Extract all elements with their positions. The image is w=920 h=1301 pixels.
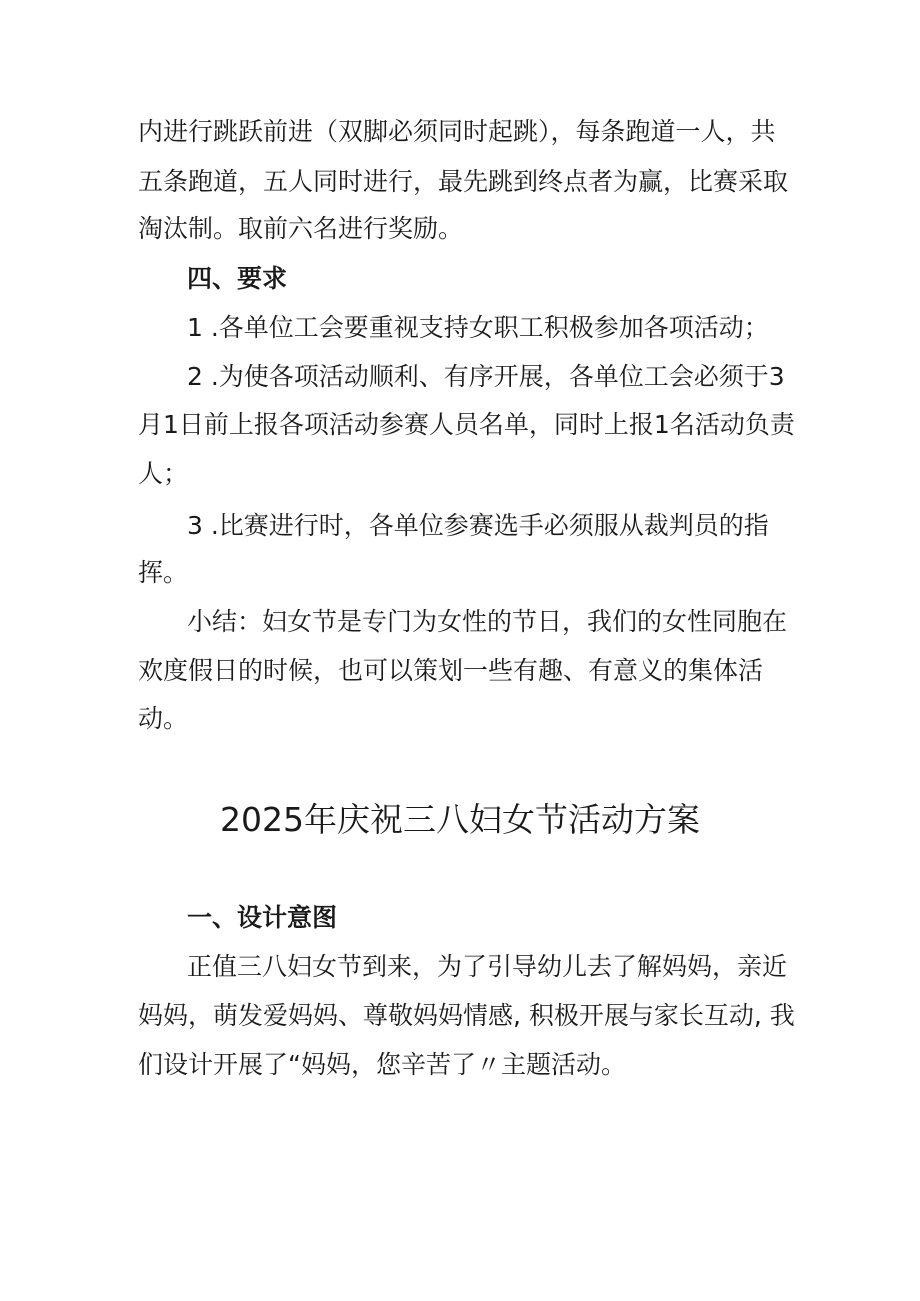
paragraph-line: 挥。 bbox=[138, 558, 189, 587]
requirement-item: 2 .为使各项活动顺利、有序开展，各单位工会必须于3 bbox=[187, 362, 785, 391]
paragraph-line: 们设计开展了“妈妈，您辛苦了〃主题活动。 bbox=[138, 1050, 626, 1079]
paragraph-line: 月1日前上报各项活动参赛人员名单，同时上报1名活动负责 bbox=[138, 410, 795, 439]
requirement-item: 1 .各单位工会要重视支持女职工积极参加各项活动； bbox=[187, 313, 769, 342]
paragraph-line: 妈妈，萌发爱妈妈、尊敬妈妈情感, 积极开展与家长互动, 我 bbox=[138, 1001, 795, 1030]
paragraph-line: 动。 bbox=[138, 704, 189, 733]
paragraph-line: 淘汰制。取前六名进行奖励。 bbox=[138, 214, 464, 243]
intro-paragraph: 正值三八妇女节到来，为了引导幼儿去了解妈妈，亲近 bbox=[187, 952, 788, 981]
paragraph-line: 人； bbox=[138, 459, 189, 488]
section-heading-requirements: 四、要求 bbox=[187, 264, 288, 293]
paragraph-line: 内进行跳跃前进（双脚必须同时起跳），每条跑道一人，共 bbox=[138, 117, 776, 146]
section-heading-design-intent: 一、设计意图 bbox=[187, 903, 338, 932]
paragraph-line: 五条跑道，五人同时进行，最先跳到终点者为赢，比赛采取 bbox=[138, 167, 789, 196]
document-title: 2025年庆祝三八妇女节活动方案 bbox=[220, 800, 700, 839]
summary-paragraph: 小结：妇女节是专门为女性的节日，我们的女性同胞在 bbox=[187, 607, 788, 636]
requirement-item: 3 .比赛进行时，各单位参赛选手必须服从裁判员的指 bbox=[187, 511, 769, 540]
paragraph-line: 欢度假日的时候，也可以策划一些有趣、有意义的集体活 bbox=[138, 656, 764, 685]
